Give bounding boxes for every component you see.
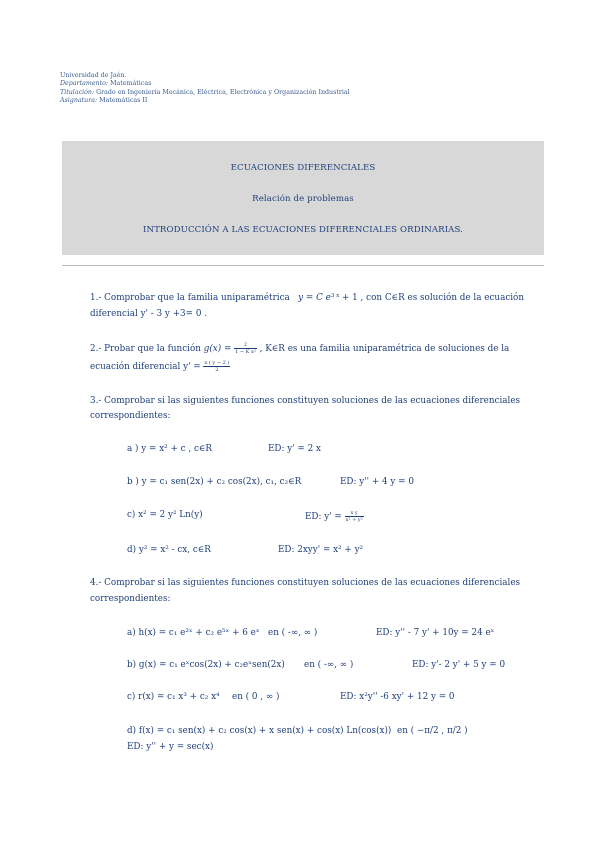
- banner-title: ECUACIONES DIFERENCIALES: [230, 163, 376, 173]
- department-line: Departamento: Matemáticas: [60, 80, 152, 88]
- p3-item-a-ed: ED: y' = 2 x: [268, 444, 321, 454]
- p3-item-b: b ) y = c₁ sen(2x) + c₂ cos(2x), c₁, c₂∈R: [127, 477, 302, 487]
- p3-item-b-ed: ED: y'' + 4 y = 0: [340, 477, 414, 487]
- banner-subtitle: Relación de problemas: [252, 194, 354, 204]
- p4-item-a: a) h(x) = c₁ e²ˣ + c₂ e⁵ˣ + 6 eˣ: [127, 628, 260, 638]
- problem-4-line-1: 4.- Comprobar si las siguientes funciones constituyen soluciones de las ecuaciones diferenciales: [90, 578, 521, 588]
- problem-2-line-2: ecuación diferencial y' = $\frac{x ( y - 2 )}{2}$: [90, 360, 230, 373]
- p3-item-d-ed: ED: 2xyy' = x² + y²: [278, 545, 364, 555]
- banner-topic: INTRODUCCIÓN A LAS ECUACIONES DIFERENCIALES ORDINARIAS.: [142, 225, 464, 235]
- fraction-ode: $\frac{x ( y - 2 )}{2}$: [204, 360, 230, 373]
- problem-2-line-1: 2.- Probar que la función g(x) = $\frac{2}{\text{1 − K x²}}$ , K∈R es una familia uniparamétrica de soluciones de la: [90, 342, 510, 355]
- document-header: [60, 72, 350, 105]
- problem-4-line-2: correspondientes:: [90, 594, 171, 604]
- fraction-c: $\frac{\text{x y}}{\text{x² + y²}}$: [345, 510, 363, 523]
- p3-item-d: d) y² = x² - cx, c∈R: [127, 545, 211, 555]
- p4-item-c: c) r(x) = c₁ x³ + c₂ x⁴: [127, 692, 220, 702]
- p4-item-b-ed: ED: y'- 2 y' + 5 y = 0: [412, 660, 506, 670]
- p4-item-a-interval: en ( -∞, ∞ ): [268, 628, 318, 638]
- p4-item-c-interval: en ( 0 , ∞ ): [232, 692, 280, 702]
- problem-1-line-2: diferencial y' - 3 y +3= 0 .: [90, 309, 208, 319]
- university-name: Universidad de Jaén.: [60, 72, 127, 79]
- problem-3-line-2: correspondientes:: [90, 411, 171, 421]
- p4-item-d: d) f(x) = c₁ sen(x) + c₂ cos(x) + x sen(x) + cos(x) Ln(cos(x)): [127, 726, 392, 736]
- problem-3-line-1: 3.- Comprobar si las siguientes funciones constituyen soluciones de las ecuaciones diferenciales: [90, 396, 521, 406]
- p3-item-c-ed: ED: y' = $\frac{\text{x y}}{\text{x² + y²}}$: [305, 510, 363, 523]
- p4-item-b: b) g(x) = c₁ eˣcos(2x) + c₂eˣsen(2x): [127, 660, 285, 670]
- p4-item-d-ed: ED: y'' + y = sec(x): [127, 742, 214, 752]
- problem-1-line-1: 1.- Comprobar que la familia uniparamétrica y = C $e^{3 x} + 1$ , con C∈R es solución de la ecuación: [90, 293, 525, 303]
- p4-item-c-ed: ED: x²y'' -6 xy' + 12 y = 0: [340, 692, 455, 702]
- p3-item-c: c) x² = 2 y² Ln(y): [127, 510, 203, 520]
- title-banner: [62, 141, 544, 255]
- divider: [62, 265, 544, 266]
- p4-item-a-ed: ED: y'' - 7 y' + 10y = 24 eˣ: [376, 628, 495, 638]
- degree-line: Titulación: Grado en Ingeniería Mecánica, Eléctrica, Electrónica y Organización Industrial: [60, 88, 350, 96]
- fraction-g: $\frac{2}{\text{1 − K x²}}$: [235, 342, 256, 355]
- subject-line: Asignatura: Matemáticas II: [60, 96, 148, 104]
- p3-item-a: a ) y = x² + c , c∈R: [127, 444, 213, 454]
- p4-item-b-interval: en ( -∞, ∞ ): [304, 660, 354, 670]
- p4-item-d-interval: en ( −π/2 , π/2 ): [397, 726, 468, 736]
